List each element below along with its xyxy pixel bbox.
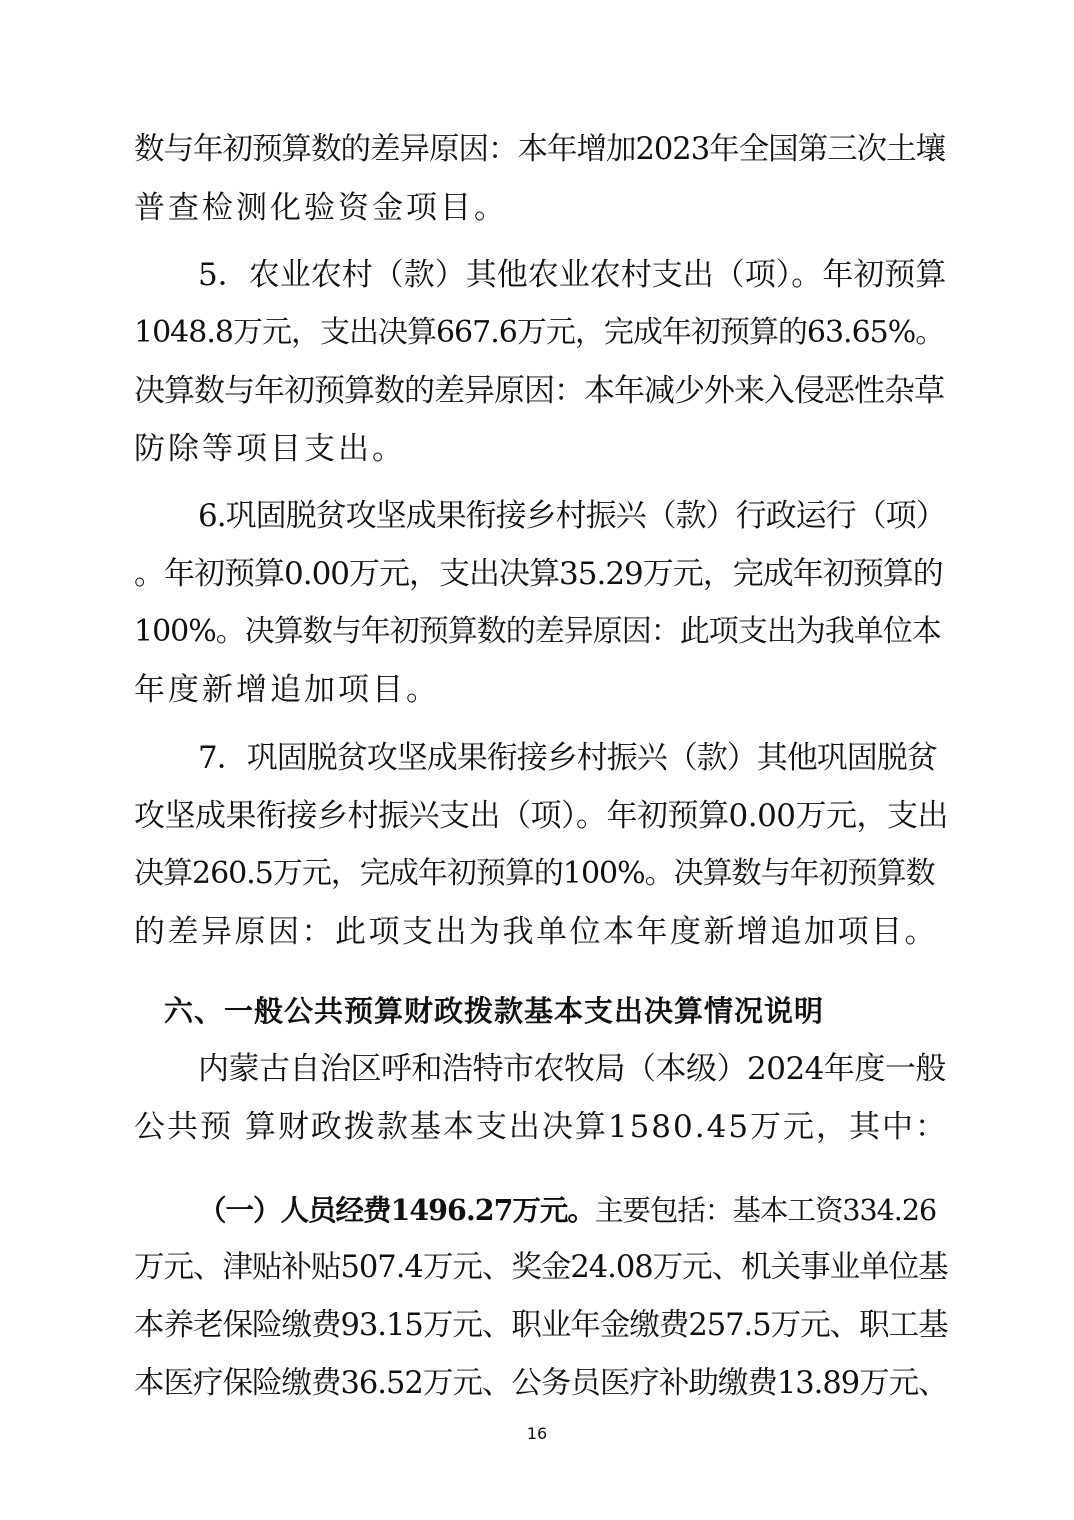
item-7-first-line: 7．巩固脱贫攻坚成果衔接乡村振兴（款）其他巩固脱贫 [198,740,937,776]
personnel-lead: （一）人员经费1496.27万元。 [198,1193,595,1227]
body-text-line: 万元、津贴补贴507.4万元、奖金24.08万元、机关事业单位基 [134,1250,948,1285]
body-text-line: 的差异原因：此项支出为我单位本年度新增追加项目。 [134,914,938,950]
body-text-line: 数与年初预算数的差异原因：本年增加2023年全国第三次土壤 [134,132,946,167]
body-text-line: 防除等项目支出。 [134,431,406,467]
body-text-line: 普查检测化验资金项目。 [134,190,508,226]
body-text-line: 本养老保险缴费93.15万元、职业年金缴费257.5万元、职工基 [134,1308,948,1343]
body-text-line: 1048.8万元，支出决算667.6万元，完成年初预算的63.65%。 [134,315,945,350]
page-number: 16 [526,1424,548,1443]
body-text-line: 决算260.5万元，完成年初预算的100%。决算数与年初预算数 [134,856,935,891]
item-6-first-line: 6.巩固脱贫攻坚成果衔接乡村振兴（款）行政运行（项） [198,498,946,534]
body-text-line: 公共预 算财政拨款基本支出决算1580.45万元，其中： [134,1109,949,1145]
item-5-first-line: 5．农业农村（款）其他农业农村支出（项）。年初预算 [198,257,947,293]
body-text-line: 。年初预算0.00万元，支出决算35.29万元，完成年初预算的 [134,556,943,592]
body-text-line: 决算数与年初预算数的差异原因：本年减少外来入侵恶性杂草 [134,373,944,409]
intro-first-line: 内蒙古自治区呼和浩特市农牧局（本级）2024年度一般 [198,1051,946,1087]
section-heading: 六、一般公共预算财政拨款基本支出决算情况说明 [164,994,825,1028]
personnel-first-line [198,1183,936,1238]
personnel-first-line-rest: 主要包括：基本工资334.26 [594,1194,937,1227]
body-text-line: 攻坚成果衔接乡村振兴支出（项）。年初预算0.00万元，支出 [134,798,949,834]
body-text-line: 100%。决算数与年初预算数的差异原因：此项支出为我单位本 [134,614,941,649]
body-text-line: 本医疗保险缴费36.52万元、公务员医疗补助缴费13.89万元、 [134,1366,948,1401]
body-text-line: 年度新增追加项目。 [134,672,440,708]
